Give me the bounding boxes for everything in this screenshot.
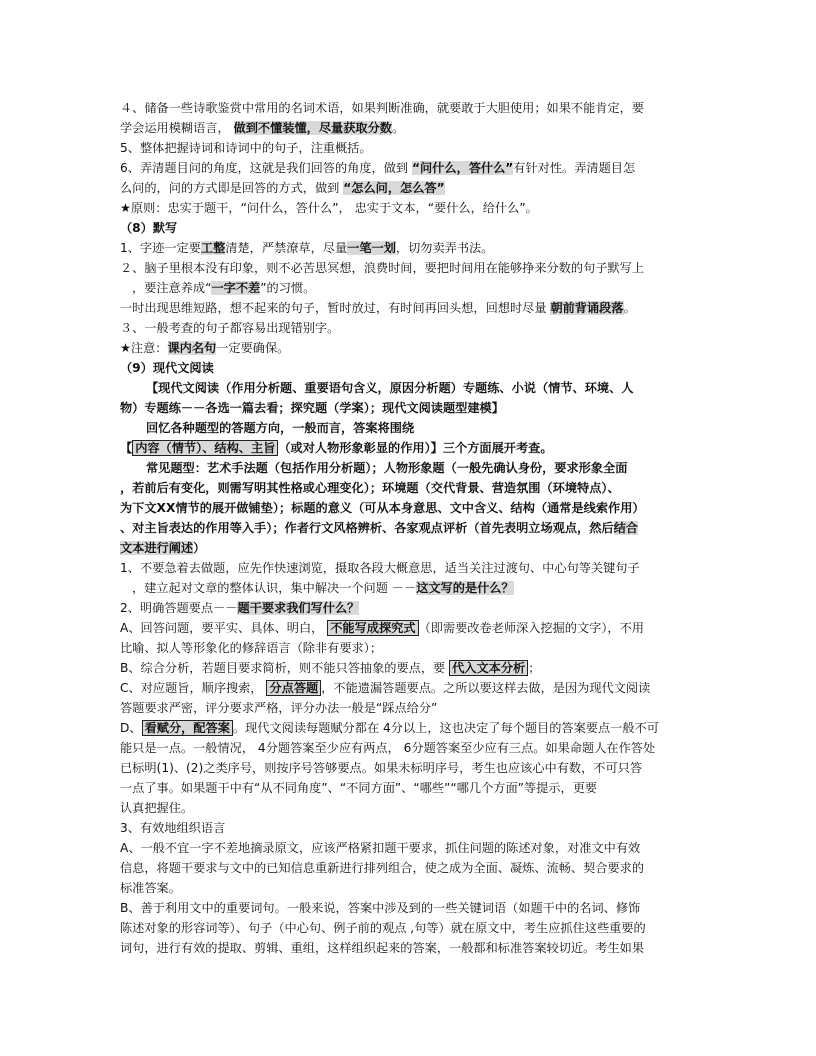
text-segment: B、综合分析，若题目要求简析，则不能只答抽象的要点，要 xyxy=(120,661,450,675)
text-segment: 陈述对象的形容词等）、句子（中心句、例子前的观点 ,句等）就在原文中，考生应抓住这些重要的 xyxy=(120,921,646,935)
text-line xyxy=(120,418,698,438)
text-segment: 比喻、拟人等形象化的修辞语言（除非有要求）； xyxy=(120,641,383,655)
text-segment: 能只是一点。一般情况， 4分题答案至少应有两点， 6分题答案至少应有三点。如果命题人在作答处 xyxy=(120,741,656,755)
text-line xyxy=(120,558,698,578)
text-segment: 3、有效地组织语言 xyxy=(120,821,226,835)
text-line xyxy=(120,358,698,378)
text-line xyxy=(120,438,698,458)
text-line xyxy=(120,298,698,318)
emphasized-text: 内容（情节）、结构、主旨 xyxy=(132,440,278,456)
emphasized-text: 做到不懂装懂，尽量获取分数 xyxy=(233,121,392,135)
text-line xyxy=(120,938,698,958)
text-line xyxy=(120,478,698,498)
text-segment: 6、弄清题目问的角度，这就是我们回答的角度，做到 xyxy=(120,161,412,175)
text-segment: 认真把握住。 xyxy=(120,801,194,815)
text-segment: 清楚，严禁潦草，尽量 xyxy=(225,241,348,255)
text-segment: 标准答案。 xyxy=(120,881,181,895)
emphasized-text: 物）专题练－－各选一篇去看；探究题（学案）；现代文阅读题型建模】 xyxy=(120,401,504,415)
text-segment: 一定要确保。 xyxy=(216,341,290,355)
text-line xyxy=(120,818,698,838)
emphasized-text: ，若前后有变化，则需写明其性格或心理变化）；环境题（交代背景、营造氛围（环境特点）、 xyxy=(120,481,620,495)
text-segment: 已标明(1)、(2)之类序号，则按序号答够要点。如果未标明序号，考生也应该心中有数，不可只答 xyxy=(120,761,643,775)
text-segment: ★注意： xyxy=(120,341,168,355)
emphasized-text: 一笔一划 xyxy=(347,241,396,255)
text-line xyxy=(120,798,698,818)
text-segment: 。 xyxy=(392,121,405,135)
text-line xyxy=(120,678,698,698)
emphasized-text: （8）默写 xyxy=(120,221,178,235)
emphasized-text: （或对人物形象彰显的作用）】三个方面展开考查。 xyxy=(278,441,553,455)
emphasized-text: 代入文本分析 xyxy=(449,660,528,676)
text-segment: ★原则：忠实于题干，“问什么，答什么”， 忠实于文本，“要什么，给什么”。 xyxy=(120,201,538,215)
emphasized-text: 分点答题 xyxy=(266,680,321,696)
text-line xyxy=(120,838,698,858)
text-segment: ； xyxy=(528,661,541,675)
text-segment: D、 xyxy=(120,721,142,735)
text-segment: ４、储备一些诗歌鉴赏中常用的名词术语，如果判断准确，就要敢于大胆使用；如果不能肯定，要 xyxy=(120,101,645,115)
text-segment: 一时出现思维短路，想不起来的句子，暂时放过，有时间再回头想，回想时尽量 xyxy=(120,301,551,315)
emphasized-text: 朝前背诵段落 xyxy=(550,301,624,315)
text-line xyxy=(120,278,698,298)
text-segment: ，切勿卖弄书法。 xyxy=(395,241,494,255)
emphasized-text: 、对主旨表达的作用等入手）；作者行文风格辨析、各家观点评析（首先表明立场观点，然后 xyxy=(120,521,614,535)
emphasized-text: 这文写的是什么？ xyxy=(416,581,514,595)
text-segment: 。 xyxy=(623,301,636,315)
text-line xyxy=(120,158,698,178)
text-line xyxy=(120,698,698,718)
text-line xyxy=(120,718,698,738)
text-segment: 学会运用模糊语言， xyxy=(120,121,234,135)
text-line xyxy=(120,458,698,478)
text-line xyxy=(120,658,698,678)
text-segment: ，要注意养成“ xyxy=(132,281,212,295)
text-line xyxy=(120,518,698,538)
text-line xyxy=(120,138,698,158)
emphasized-text: ） xyxy=(193,541,206,555)
text-segment: 么问的，问的方式即是回答的方式，做到 xyxy=(120,181,344,195)
text-line xyxy=(120,578,698,598)
emphasized-text: 【 xyxy=(120,441,133,455)
text-segment: C、对应题旨，顺序搜索， xyxy=(120,681,267,695)
text-line xyxy=(120,398,698,418)
emphasized-text: 回忆各种题型的答题方向，一般而言，答案将围绕 xyxy=(146,421,415,435)
text-segment: 答题要求严密，评分要求严格，评分办法一般是“踩点给分” xyxy=(120,701,438,715)
text-line xyxy=(120,98,698,118)
text-line xyxy=(120,118,698,138)
emphasized-text: 一字不差 xyxy=(211,281,261,295)
document-page xyxy=(120,98,698,958)
emphasized-text: 课内名句 xyxy=(167,341,217,355)
text-segment: 。现代文阅读每题赋分都在 4分以上，这也决定了每个题目的答案要点一般不可 xyxy=(232,721,659,735)
text-segment: 1、字迹一定要 xyxy=(120,241,201,255)
text-line xyxy=(120,918,698,938)
text-segment: A、一般不宜一字不差地摘录原文，应该严格紧扣题干要求，抓住问题的陈述对象，对准文中有效 xyxy=(120,841,641,855)
text-line xyxy=(120,238,698,258)
text-line xyxy=(120,898,698,918)
emphasized-text: 【现代文阅读（作用分析题、重要语句含义，原因分析题）专题练、小说（情节、环境、人 xyxy=(146,381,634,395)
text-line xyxy=(120,878,698,898)
text-line xyxy=(120,198,698,218)
text-segment: ２、脑子里根本没有印象，则不必苦思冥想，浪费时间，要把时间用在能够挣来分数的句子默写上 xyxy=(120,261,645,275)
emphasized-text: 不能写成探究式 xyxy=(327,620,418,636)
text-segment: B、善于利用文中的重要词句。一般来说，答案中涉及到的一些关键词语（如题干中的名词、修饰 xyxy=(120,901,641,915)
emphasized-text: 为下文XX情节的展开做铺垫）；标题的意义（可从本身意思、文中含义、结构（通常是线索作用） xyxy=(120,501,645,515)
text-segment: 词句，进行有效的提取、剪辑、重组，这样组织起来的答案，一般都和标准答案较切近。考生如果 xyxy=(120,941,645,955)
text-line xyxy=(120,738,698,758)
emphasized-text: （9）现代文阅读 xyxy=(120,361,214,375)
emphasized-text: 结合 xyxy=(613,521,638,535)
emphasized-text: 常见题型：艺术手法题（包括作用分析题）；人物形象题（一般先确认身份，要求形象全面 xyxy=(146,461,628,475)
text-line xyxy=(120,638,698,658)
text-line xyxy=(120,498,698,518)
emphasized-text: “问什么，答什么” xyxy=(411,161,514,175)
emphasized-text: 文本进行阐述 xyxy=(120,541,194,555)
text-line xyxy=(120,178,698,198)
text-line xyxy=(120,758,698,778)
text-line xyxy=(120,318,698,338)
text-line xyxy=(120,778,698,798)
emphasized-text: “怎么问，怎么答” xyxy=(343,181,445,195)
text-line xyxy=(120,218,698,238)
text-segment: ”的习惯。 xyxy=(260,281,316,295)
text-line xyxy=(120,598,698,618)
text-segment: 信息，将题干要求与文中的已知信息重新进行排列组合，使之成为全面、凝炼、流畅、契合要求的 xyxy=(120,861,645,875)
emphasized-text: 看赋分，配答案 xyxy=(142,720,233,736)
text-segment: 1、不要急着去做题，应先作快速浏览，摄取各段大概意思，适当关注过渡句、中心句等关键句子 xyxy=(120,561,640,575)
text-segment: A、回答问题，要平实、具体、明白， xyxy=(120,621,328,635)
text-line xyxy=(120,378,698,398)
text-segment: 有针对性。弄清题目怎 xyxy=(513,161,636,175)
text-line xyxy=(120,858,698,878)
text-segment: 2、明确答题要点－－ xyxy=(120,601,238,615)
text-segment: ，不能遗漏答题要点。之所以要这样去做，是因为现代文阅读 xyxy=(321,681,651,695)
text-line xyxy=(120,538,698,558)
text-segment: 5、整体把握诗词和诗词中的句子，注重概括。 xyxy=(120,141,372,155)
text-segment: ，建立起对文章的整体认识，集中解决一个问题 －－ xyxy=(132,581,417,595)
text-segment: 一点了事。如果题干中有“从不同角度”、“不同方面”、“哪些”“哪几个方面”等提示，更要 xyxy=(120,781,598,795)
emphasized-text: 题干要求我们写什么？ xyxy=(237,601,360,615)
text-line xyxy=(120,258,698,278)
text-line xyxy=(120,618,698,638)
text-segment: （即需要改卷老师深入挖掘的文字），不用 xyxy=(418,621,644,635)
emphasized-text: 工整 xyxy=(200,241,226,255)
text-line xyxy=(120,338,698,358)
text-segment: ３、一般考查的句子都容易出现错别字。 xyxy=(120,321,340,335)
